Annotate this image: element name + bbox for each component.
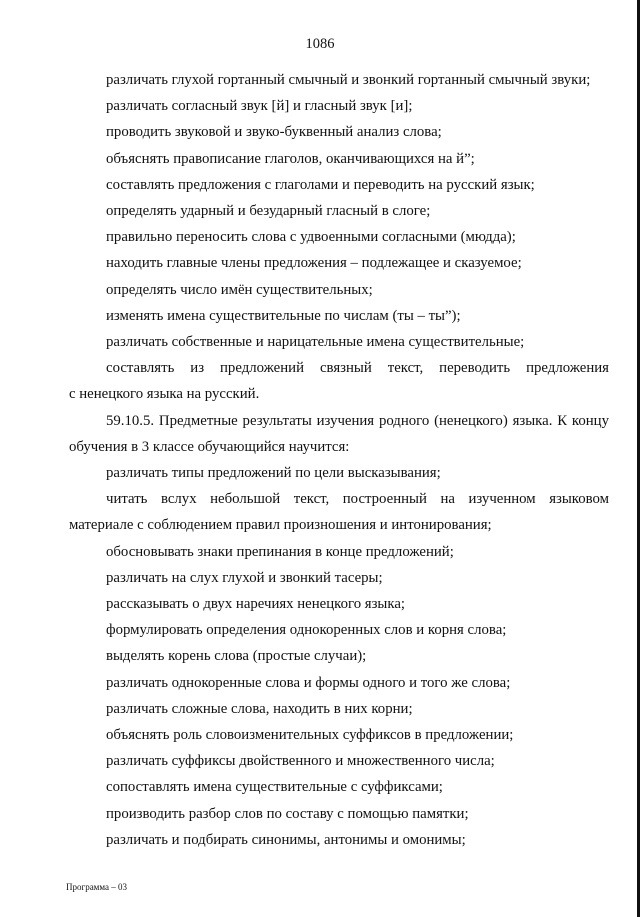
text-line: читать вслух небольшой текст, построенный на изученном языковом [106, 491, 609, 508]
body-text [69, 67, 609, 853]
text-line: составлять из предложений связный текст, переводить предложения [106, 360, 609, 377]
text-line: различать глухой гортанный смычный и звонкий гортанный смычный звуки; [106, 72, 591, 88]
text-line: объяснять правописание глаголов, оканчивающихся на й”; [106, 150, 475, 167]
text-line: рассказывать о двух наречиях ненецкого языка; [106, 596, 406, 613]
footer-label: Программа – 03 [66, 882, 128, 892]
text-line: проводить звуковой и звуко-буквенный анализ слова; [106, 124, 442, 141]
text-line: формулировать определения однокоренных слов и корня слова; [106, 622, 507, 639]
text-line: различать однокоренные слова и формы одного и того же слова; [106, 674, 511, 691]
text-line: правильно переносить слова с удвоенными согласными (мюдда); [106, 229, 516, 246]
text-line: определять число имён существительных; [106, 281, 373, 298]
text-line: различать на слух глухой и звонкий тасеры; [106, 569, 383, 586]
text-line: выделять корень слова (простые случаи); [106, 648, 367, 665]
text-line: с ненецкого языка на русский. [69, 386, 260, 403]
text-line: изменять имена существительные по числам (ты – ты”); [106, 307, 461, 324]
text-line: сопоставлять имена существительные с суффиксами; [106, 779, 443, 796]
text-line: различать суффиксы двойственного и множественного числа; [106, 753, 495, 770]
text-line: производить разбор слов по составу с помощью памятки; [106, 805, 469, 822]
text-line: составлять предложения с глаголами и переводить на русский язык; [106, 176, 535, 193]
text-line: определять ударный и безударный гласный в слоге; [106, 203, 431, 220]
text-line: объяснять роль словоизменительных суффиксов в предложении; [106, 727, 514, 744]
text-line: обосновывать знаки препинания в конце предложений; [106, 543, 454, 560]
text-line: различать согласный звук [й] и гласный звук [и]; [106, 98, 413, 115]
page-number: 1086 [305, 36, 335, 52]
text-line: 59.10.5. Предметные результаты изучения родного (ненецкого) языка. К концу [106, 412, 609, 429]
text-line: различать типы предложений по цели высказывания; [106, 465, 441, 482]
text-line: различать сложные слова, находить в них корни; [106, 700, 413, 717]
text-line: различать собственные и нарицательные имена существительные; [106, 334, 525, 351]
text-line: обучения в 3 классе обучающийся научится: [69, 438, 350, 455]
text-line: материале с соблюдением правил произношения и интонирования; [69, 517, 492, 534]
text-line: находить главные члены предложения – подлежащее и сказуемое; [106, 255, 522, 272]
text-line: различать и подбирать синонимы, антонимы и омонимы; [106, 831, 466, 848]
